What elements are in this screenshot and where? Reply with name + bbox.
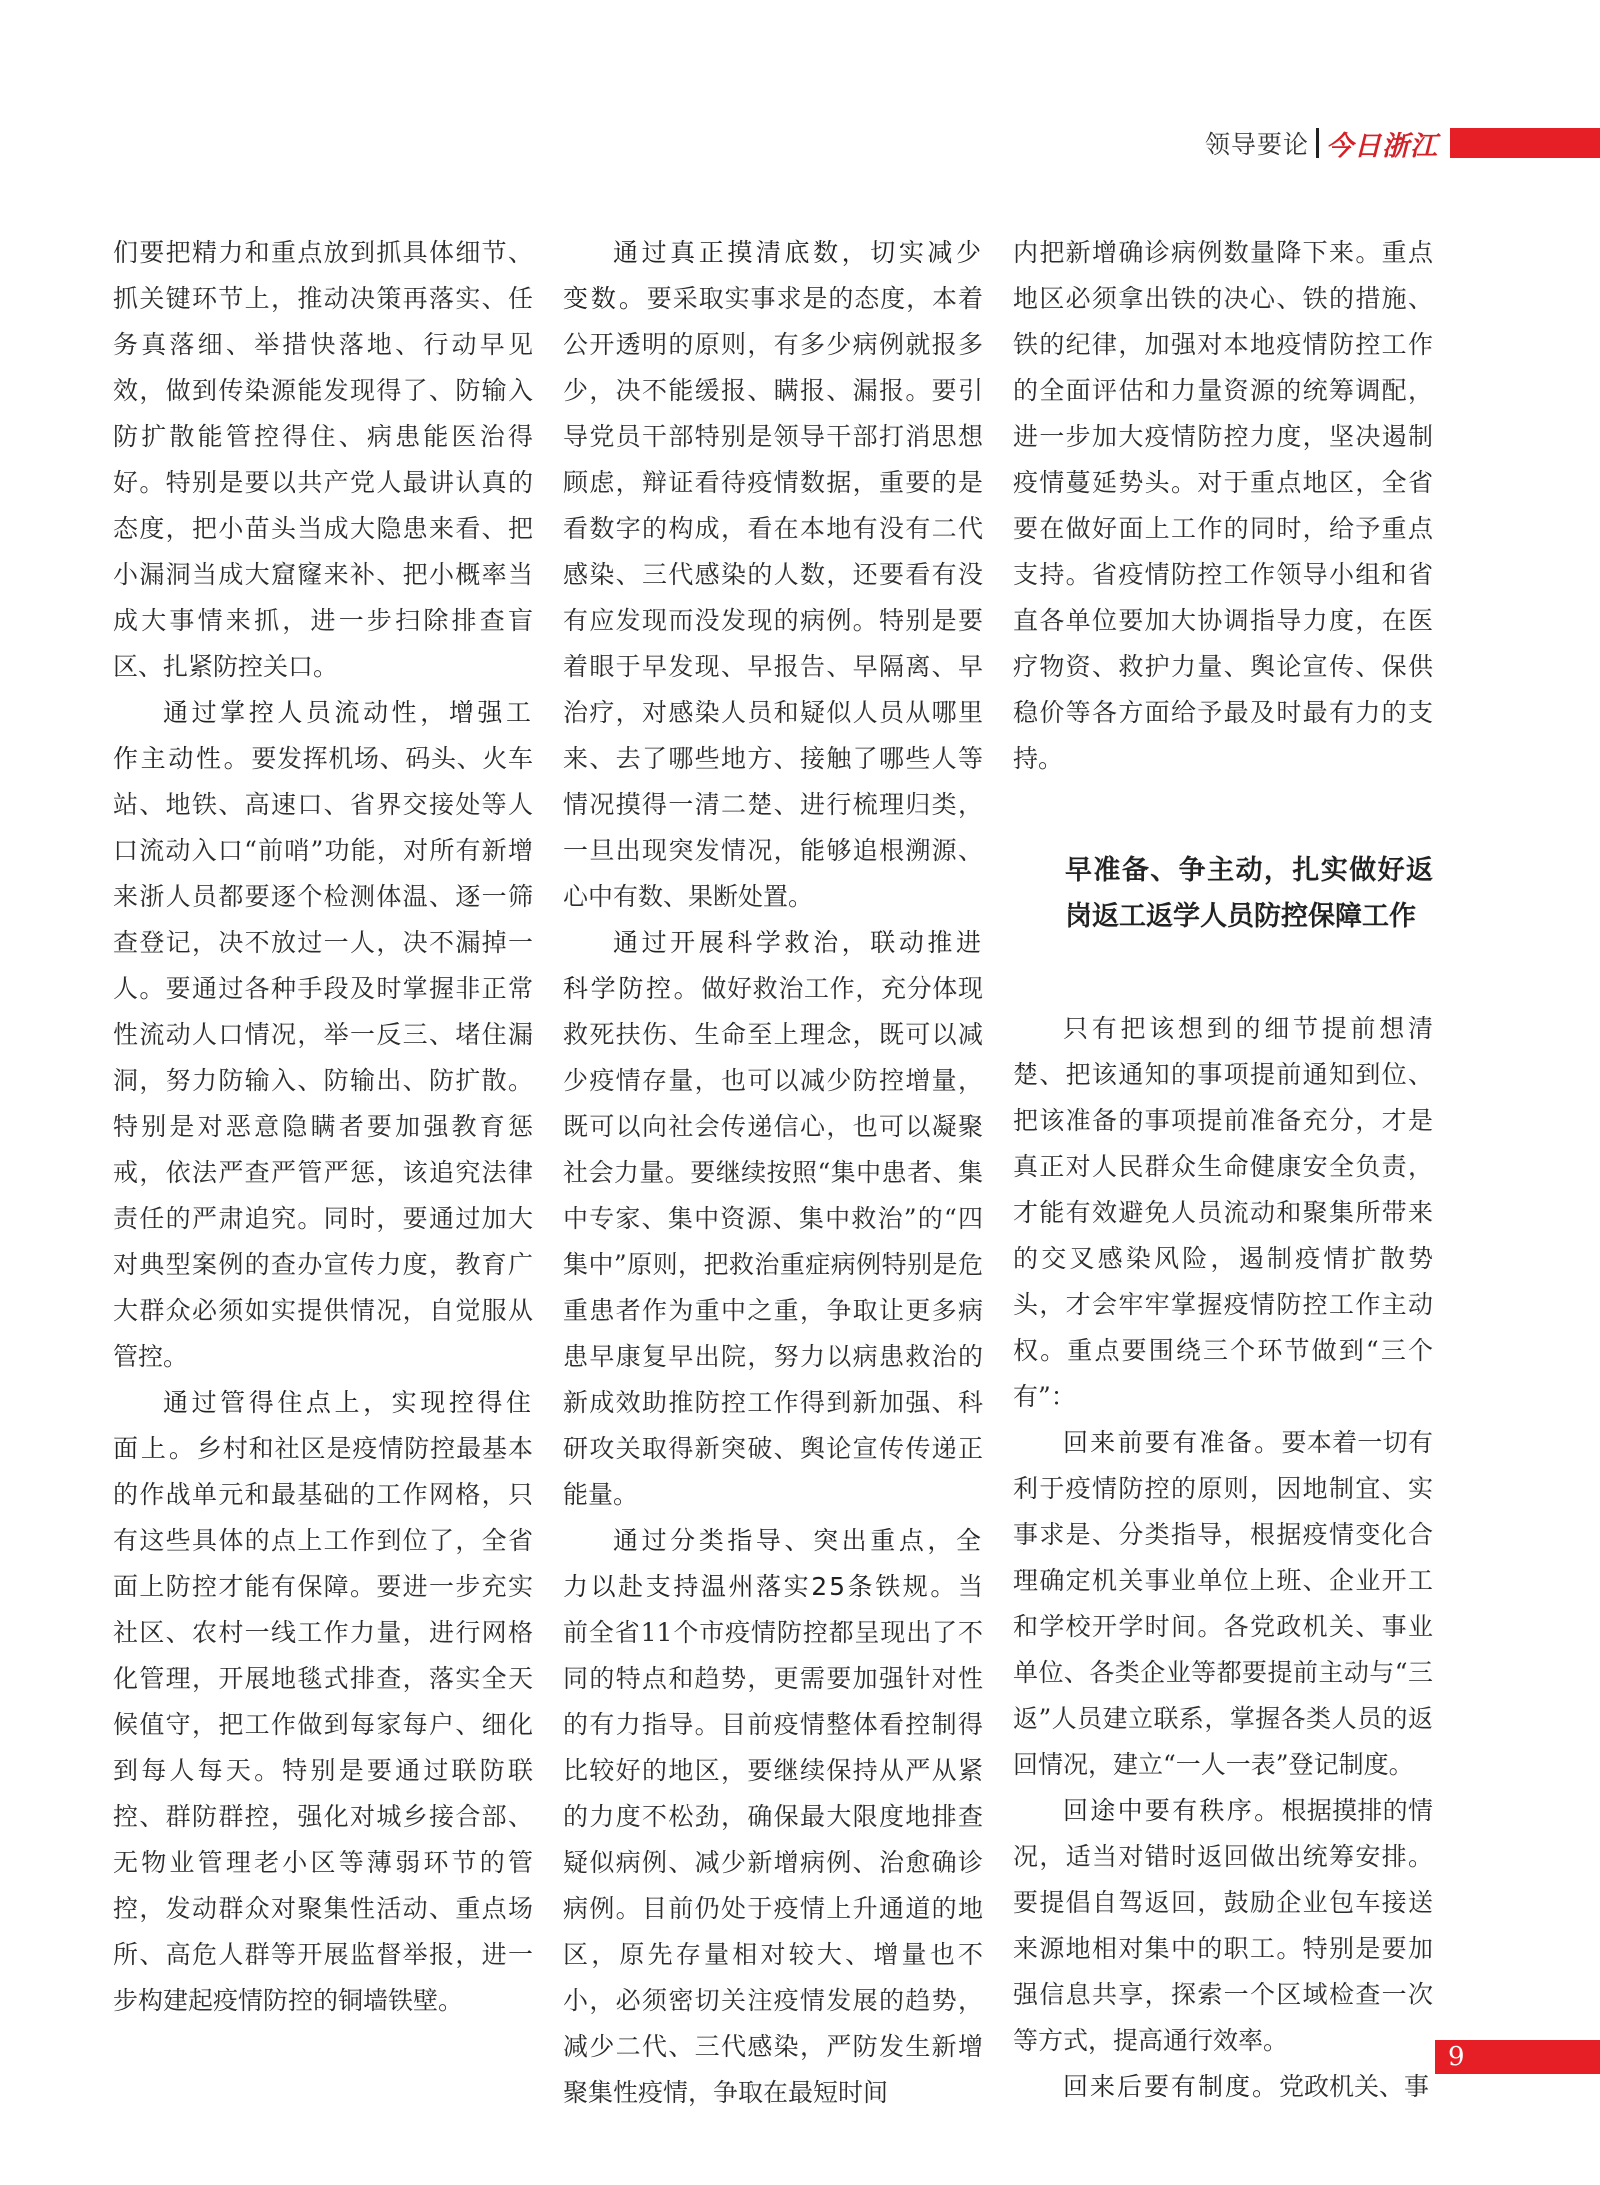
paragraph-body: 要本着一切有利于疫情防控的原则，因地制宜、实事求是、分类指导，根据疫情变化合理确定机关事业单位上班、企业开工和学校开学时间。各党政机关、事业单位、各类企业等都要提前主动与“三返”人员建立联系，掌握各类人员的返回情况，建立“一人一表”登记制度。	[1013, 1428, 1433, 1779]
text-column-1	[113, 230, 533, 2024]
header-accent-bar	[1450, 128, 1600, 158]
paragraph-lead: 通过分类指导、突出重点，全力以赴支持温州落实25条铁规。	[563, 1526, 983, 1601]
paragraph-lead: 回来后要有制度。	[1063, 2072, 1280, 2101]
paragraph	[563, 230, 983, 920]
header-divider	[1316, 128, 1319, 158]
paragraph-lead: 通过掌控人员流动性，增强工作主动性。	[113, 698, 533, 773]
paragraph	[113, 1380, 533, 2024]
paragraph	[1013, 1788, 1433, 2064]
paragraph: 内把新增确诊病例数量降下来。重点地区必须拿出铁的决心、铁的措施、铁的纪律，加强对本地疫情防控工作的全面评估和力量资源的统筹调配，进一步加大疫情防控力度，坚决遏制疫情蔓延势头。对于重点地区，全省要在做好面上工作的同时，给予重点支持。省疫情防控工作领导小组和省直各单位要加大协调指导力度，在医疗物资、救护力量、舆论宣传、保供稳价等各方面给予最及时最有力的支持。	[1013, 238, 1433, 773]
paragraph-lead: 通过真正摸清底数，切实减少变数。	[563, 238, 983, 313]
paragraph-lead: 回来前要有准备。	[1063, 1428, 1282, 1457]
paragraph	[1013, 2064, 1433, 2110]
paragraph-body: 党政机关、事	[1279, 2072, 1430, 2101]
paragraph-lead: 通过管得住点上，实现控得住面上。	[113, 1388, 533, 1463]
text-column-2	[563, 230, 983, 2116]
paragraph-lead: 回途中要有秩序。	[1063, 1796, 1282, 1825]
paragraph	[1013, 1420, 1433, 1788]
paragraph-body: 乡村和社区是疫情防控最基本的作战单元和最基础的工作网格，只有这些具体的点上工作到位了，全省面上防控才能有保障。要进一步充实社区、农村一线工作力量，进行网格化管理，开展地毯式排查，落实全天候值守，把工作做到每家每户、细化到每人每天。特别是要通过联防联控、群防群控，强化对城乡接合部、无物业管理老小区等薄弱环节的管控，发动群众对聚集性活动、重点场所、高危人群等开展监督举报，进一步构建起疫情防控的铜墙铁壁。	[113, 1434, 533, 2015]
text-column-3	[1013, 230, 1433, 2110]
paragraph: 们要把精力和重点放到抓具体细节、抓关键环节上，推动决策再落实、任务真落细、举措快落地、行动早见效，做到传染源能发现得了、防输入防扩散能管控得住、病患能医治得好。特别是要以共产党人最讲认真的态度，把小苗头当成大隐患来看、把小漏洞当成大窟窿来补、把小概率当成大事情来抓，进一步扫除排查盲区、扎紧防控关口。	[113, 238, 533, 681]
paragraph-body: 要采取实事求是的态度，本着公开透明的原则，有多少病例就报多少，决不能缓报、瞒报、漏报。要引导党员干部特别是领导干部打消思想顾虑，辩证看待疫情数据，重要的是看数字的构成，看在本地有没有二代感染、三代感染的人数，还要看有没有应发现而没发现的病例。特别是要着眼于早发现、早报告、早隔离、早治疗，对感染人员和疑似人员从哪里来、去了哪些地方、接触了哪些人等情况摸得一清二楚、进行梳理归类，一旦出现突发情况，能够追根溯源、心中有数、果断处置。	[563, 284, 983, 911]
paragraph	[113, 690, 533, 1380]
paragraph-body: 当前全省11个市疫情防控都呈现出了不同的特点和趋势，更需要加强针对性的有力指导。目前疫情整体看控制得比较好的地区，要继续保持从严从紧的力度不松劲，确保最大限度地排查疑似病例、减少新增病例、治愈确诊病例。目前仍处于疫情上升通道的地区，原先存量相对较大、增量也不小，必须密切关注疫情发展的趋势，减少二代、三代感染，严防发生新增聚集性疫情，争取在最短时间	[563, 1572, 983, 2107]
section-heading: 早准备、争主动，扎实做好返岗返工返学人员防控保障工作	[1065, 855, 1433, 932]
paragraph-body: 做好救治工作，充分体现救死扶伤、生命至上理念，既可以减少疫情存量，也可以减少防控增量，既可以向社会传递信心，也可以凝聚社会力量。要继续按照“集中患者、集中专家、集中资源、集中救治”的“四集中”原则，把救治重症病例特别是危重患者作为重中之重，争取让更多病患早康复早出院，努力以病患救治的新成效助推防控工作得到新加强、科研攻关取得新突破、舆论宣传传递正能量。	[563, 974, 983, 1509]
section-label: 领导要论	[1205, 130, 1310, 159]
page-number: 9	[1448, 2042, 1465, 2072]
magazine-logo: 今日浙江	[1326, 130, 1439, 162]
paragraph	[563, 920, 983, 1518]
page-header	[1205, 126, 1600, 160]
paragraph-body: 根据摸排的情况，适当对错时返回做出统筹安排。要提倡自驾返回，鼓励企业包车接送来源地相对集中的职工。特别是要加强信息共享，探索一个区域检查一次等方式，提高通行效率。	[1013, 1796, 1433, 2055]
paragraph: 只有把该想到的细节提前想清楚、把该通知的事项提前通知到位、把该准备的事项提前准备充分，才是真正对人民群众生命健康安全负责，才能有效避免人员流动和聚集所带来的交叉感染风险，遏制疫情扩散势头，才会牢牢掌握疫情防控工作主动权。重点要围绕三个环节做到“三个有”：	[1013, 1014, 1433, 1411]
paragraph-lead: 通过开展科学救治，联动推进科学防控。	[563, 928, 983, 1003]
paragraph-body: 要发挥机场、码头、火车站、地铁、高速口、省界交接处等人口流动入口“前哨”功能，对所有新增来浙人员都要逐个检测体温、逐一筛查登记，决不放过一人，决不漏掉一人。要通过各种手段及时掌握非正常性流动人口情况，举一反三、堵住漏洞，努力防输入、防输出、防扩散。特别是对恶意隐瞒者要加强教育惩戒，依法严查严管严惩，该追究法律责任的严肃追究。同时，要通过加大对典型案例的查办宣传力度，教育广大群众必须如实提供情况，自觉服从管控。	[113, 744, 533, 1371]
paragraph	[563, 1518, 983, 2116]
